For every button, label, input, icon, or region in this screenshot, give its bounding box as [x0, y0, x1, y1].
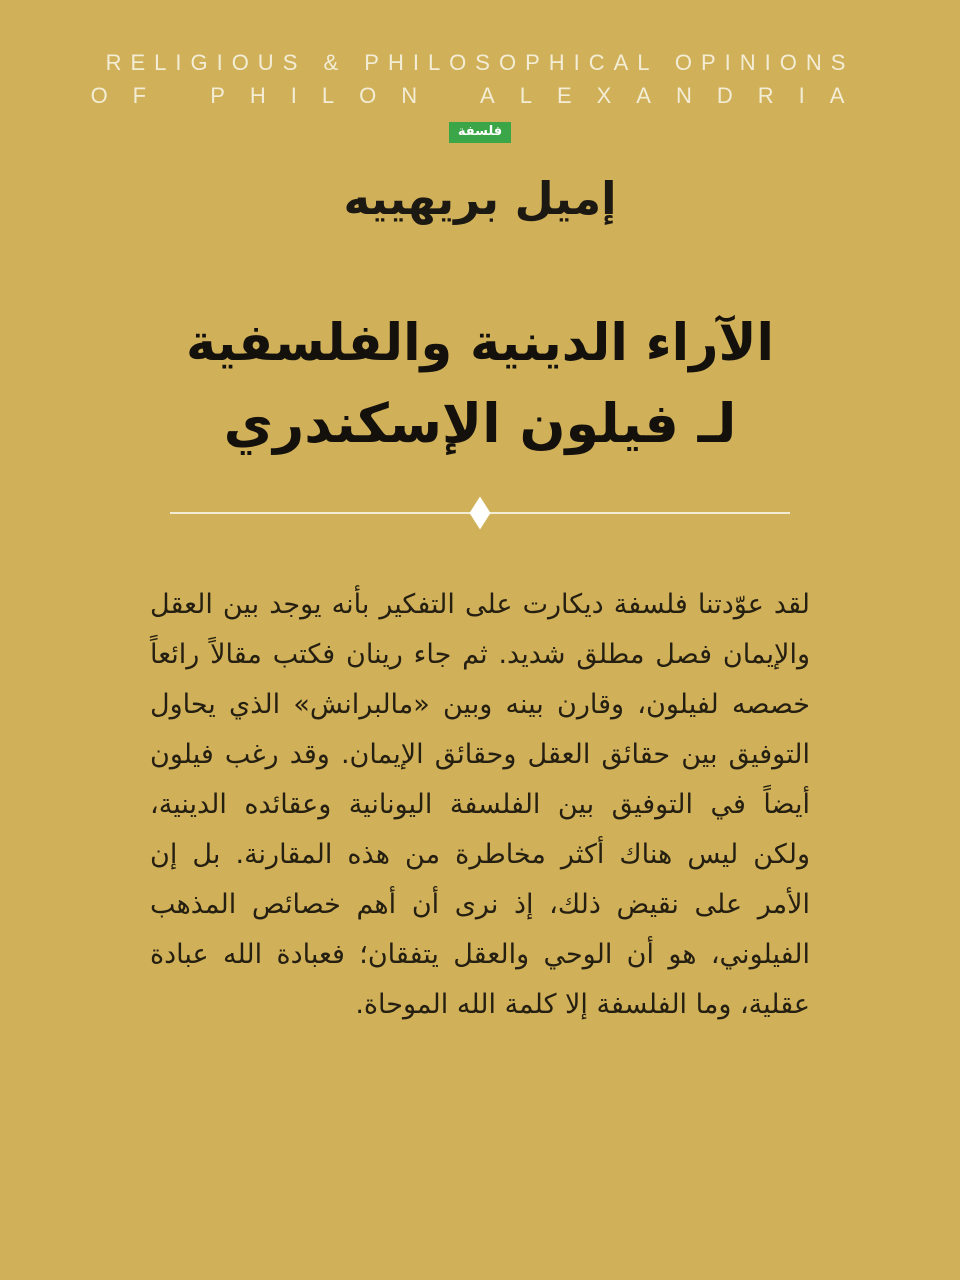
- english-title-block: [0, 0, 960, 109]
- category-badge-label: فلسفة: [457, 124, 503, 139]
- diamond-ornament-icon: [470, 497, 491, 530]
- author-name: إميل بريهييه: [343, 172, 617, 225]
- book-title-line-2: لـ فيلون الإسكندري: [223, 392, 737, 455]
- english-title-line-1: RELIGIOUS & PHILOSOPHICAL OPINIONS: [105, 50, 855, 75]
- category-badge: [449, 122, 511, 143]
- back-cover-blurb: لقد عوّدتنا فلسفة ديكارت على التفكير بأنه يوجد بين العقل والإيمان فصل مطلق شديد. ثم جاء رينان فكتب مقالاً رائعاً خصصه لفيلون، وقارن بينه وبين «مالبرانش» الذي يحاول التوفيق بين حقائق العقل وحقائق الإيمان. وقد رغب فيلون أيضاً في التوفيق بين الفلسفة اليونانية وعقائده الدينية، ولكن ليس هناك أكثر مخاطرة من هذه المقارنة. بل إن الأمر على نقيض ذلك، إذ نرى أن أهم خصائص المذهب الفيلوني، هو أن الوحي والعقل يتفقان؛ فعبادة الله عبادة عقلية، وما الفلسفة إلا كلمة الله الموحاة.: [150, 589, 810, 1020]
- book-title: [0, 311, 960, 458]
- english-title-line-2: OF PHILON ALEXANDRIA: [90, 83, 870, 108]
- ornamental-divider: [170, 494, 790, 532]
- book-title-line-1: الآراء الدينية والفلسفية: [186, 314, 774, 373]
